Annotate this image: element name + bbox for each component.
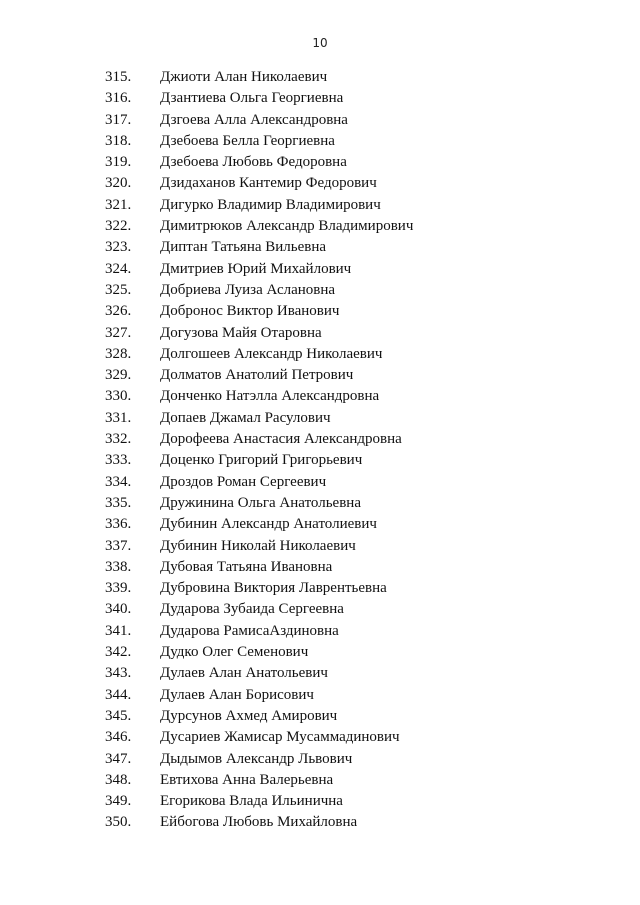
entry-name: Допаев Джамал Расулович — [160, 409, 331, 426]
entry-name: Ейбогова Любовь Михайловна — [160, 814, 358, 831]
list-item — [0, 727, 640, 748]
entry-name: Дзидаханов Кантемир Федорович — [160, 175, 377, 192]
entry-name: Дигурко Владимир Владимирович — [160, 196, 381, 213]
entry-number: 346. — [105, 729, 132, 746]
list-item — [0, 301, 640, 322]
list-item — [0, 599, 640, 620]
entry-name: Дулаев Алан Борисович — [160, 686, 314, 703]
list-item — [0, 110, 640, 131]
entry-number: 320. — [105, 175, 132, 192]
entry-number: 337. — [105, 537, 132, 554]
list-item — [0, 472, 640, 493]
entry-number: 336. — [105, 516, 132, 533]
entry-number: 335. — [105, 494, 132, 511]
list-item — [0, 173, 640, 194]
list-item — [0, 386, 640, 407]
entry-number: 328. — [105, 345, 132, 362]
list-item — [0, 749, 640, 770]
list-item — [0, 259, 640, 280]
entry-number: 347. — [105, 750, 132, 767]
list-item — [0, 88, 640, 109]
list-item — [0, 195, 640, 216]
list-item — [0, 237, 640, 258]
entry-number: 350. — [105, 814, 132, 831]
entry-number: 345. — [105, 707, 132, 724]
entry-name: Долматов Анатолий Петрович — [160, 367, 354, 384]
entry-name: Дубровина Виктория Лаврентьевна — [160, 580, 387, 597]
entry-name: Димитрюков Александр Владимирович — [160, 218, 414, 235]
entry-number: 342. — [105, 644, 132, 661]
entry-name: Дмитриев Юрий Михайлович — [160, 260, 352, 277]
entry-number: 324. — [105, 260, 132, 277]
entry-number: 344. — [105, 686, 132, 703]
entry-number: 318. — [105, 132, 132, 149]
list-item — [0, 216, 640, 237]
entry-name: Добронос Виктор Иванович — [160, 303, 340, 320]
entry-number: 322. — [105, 218, 132, 235]
entry-number: 343. — [105, 665, 132, 682]
entry-name: Дзебоева Любовь Федоровна — [160, 154, 347, 171]
entry-number: 332. — [105, 431, 132, 448]
entry-name: Евтихова Анна Валерьевна — [160, 771, 334, 788]
entry-number: 334. — [105, 473, 132, 490]
entry-number: 340. — [105, 601, 132, 618]
entry-number: 319. — [105, 154, 132, 171]
entry-number: 339. — [105, 580, 132, 597]
entry-number: 349. — [105, 793, 132, 810]
entry-name: Дубинин Александр Анатолиевич — [160, 516, 377, 533]
list-item — [0, 514, 640, 535]
entry-name: Егорикова Влада Ильинична — [160, 793, 343, 810]
entry-name: Долгошеев Александр Николаевич — [160, 345, 383, 362]
list-item — [0, 557, 640, 578]
list-item — [0, 621, 640, 642]
entry-name: Дыдымов Александр Львович — [160, 750, 353, 767]
list-item — [0, 812, 640, 833]
list-item — [0, 450, 640, 471]
name-list — [0, 67, 640, 834]
list-item — [0, 429, 640, 450]
entry-number: 316. — [105, 90, 132, 107]
list-item — [0, 280, 640, 301]
entry-name: Дударова РамисаАздиновна — [160, 622, 339, 639]
entry-name: Диптан Татьяна Вильевна — [160, 239, 327, 256]
entry-number: 317. — [105, 111, 132, 128]
list-item — [0, 365, 640, 386]
entry-number: 329. — [105, 367, 132, 384]
entry-number: 330. — [105, 388, 132, 405]
entry-name: Дружинина Ольга Анатольевна — [160, 494, 361, 511]
list-item — [0, 67, 640, 88]
list-item — [0, 706, 640, 727]
entry-number: 338. — [105, 558, 132, 575]
entry-name: Донченко Натэлла Александровна — [160, 388, 380, 405]
entry-number: 348. — [105, 771, 132, 788]
entry-number: 333. — [105, 452, 132, 469]
list-item — [0, 323, 640, 344]
entry-name: Дубовая Татьяна Ивановна — [160, 558, 333, 575]
entry-name: Дурсунов Ахмед Амирович — [160, 707, 338, 724]
list-item — [0, 578, 640, 599]
entry-number: 325. — [105, 281, 132, 298]
entry-name: Дзебоева Белла Георгиевна — [160, 132, 335, 149]
entry-number: 331. — [105, 409, 132, 426]
entry-number: 323. — [105, 239, 132, 256]
entry-name: Дудко Олег Семенович — [160, 644, 309, 661]
list-item — [0, 770, 640, 791]
list-item — [0, 131, 640, 152]
entry-name: Дубинин Николай Николаевич — [160, 537, 356, 554]
list-item — [0, 152, 640, 173]
list-item — [0, 493, 640, 514]
entry-name: Доценко Григорий Григорьевич — [160, 452, 363, 469]
list-item — [0, 344, 640, 365]
list-item — [0, 685, 640, 706]
entry-name: Дзгоева Алла Александровна — [160, 111, 348, 128]
list-item — [0, 642, 640, 663]
list-item — [0, 791, 640, 812]
entry-name: Дроздов Роман Сергеевич — [160, 473, 327, 490]
entry-name: Дзантиева Ольга Георгиевна — [160, 90, 344, 107]
entry-name: Дулаев Алан Анатольевич — [160, 665, 328, 682]
entry-name: Дударова Зубаида Сергеевна — [160, 601, 344, 618]
list-item — [0, 663, 640, 684]
list-item — [0, 536, 640, 557]
entry-name: Добриева Луиза Аслановна — [160, 281, 336, 298]
entry-number: 326. — [105, 303, 132, 320]
entry-name: Джиоти Алан Николаевич — [160, 69, 328, 85]
entry-number: 341. — [105, 622, 132, 639]
entry-name: Догузова Майя Отаровна — [160, 324, 322, 341]
entry-number: 321. — [105, 196, 132, 213]
entry-name: Дусариев Жамисар Мусаммадинович — [160, 729, 400, 746]
entry-number: 327. — [105, 324, 132, 341]
list-item — [0, 408, 640, 429]
entry-number: 315. — [105, 69, 132, 85]
page-number: 10 — [312, 36, 328, 50]
entry-name: Дорофеева Анастасия Александровна — [160, 431, 402, 448]
